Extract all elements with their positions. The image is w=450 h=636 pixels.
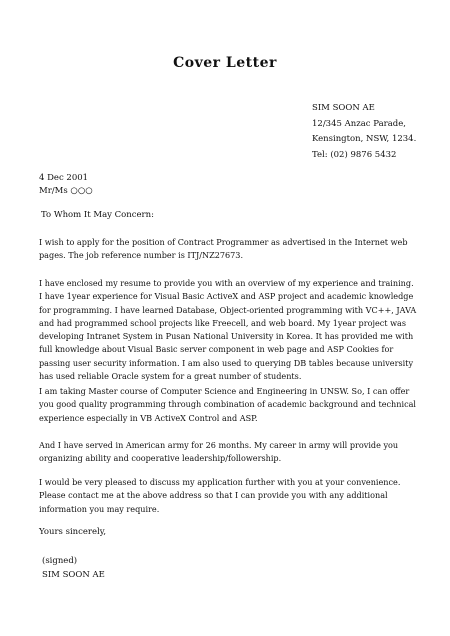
paragraph-line: I have enclosed my resume to provide you with an overview of my experience and training. <box>39 278 414 288</box>
letter-date: 4 Dec 2001 <box>39 173 89 183</box>
paragraph-line: I have 1year experience for Visual Basic ActiveX and ASP project and academic knowledge <box>39 291 414 302</box>
paragraph-line: information you may require. <box>39 503 160 514</box>
page-title: Cover Letter <box>173 55 277 71</box>
paragraph-contact <box>39 476 411 516</box>
sender-address-block <box>312 101 416 163</box>
paragraph-experience <box>39 277 417 383</box>
paragraph-line: passing user security information. I am also used to querying DB tables because university <box>39 357 414 368</box>
sender-street: 12/345 Anzac Parade, <box>312 118 406 129</box>
paragraph-line: for programming. I have learned Database, Object-oriented programming with VC++, JAVA <box>39 304 417 315</box>
paragraph-line: has used reliable Oracle system for a great number of students. <box>39 371 302 382</box>
paragraph-military <box>39 439 411 466</box>
recipient: Mr/Ms ○○○ <box>39 186 93 196</box>
paragraph-line: pages. The job reference number is ITJ/NZ27673. <box>39 250 244 261</box>
paragraph-line: Please contact me at the above address so that I can provide you with any additional <box>39 490 388 501</box>
paragraph-line: you good quality programming through combination of academic background and technical <box>39 399 417 410</box>
date-recipient-block <box>39 172 93 198</box>
salutation: To Whom It May Concern: <box>41 210 154 220</box>
signature-block <box>42 554 105 582</box>
paragraph-line: And I have served in American army for 26 months. My career in army will provide you <box>39 440 399 450</box>
paragraph-intro <box>39 236 411 263</box>
paragraph-line: I wish to apply for the position of Contract Programmer as advertised in the Internet web <box>39 237 408 247</box>
paragraph-line: and had programmed school projects like Freecell, and web board. My 1year project was <box>39 317 407 328</box>
paragraph-line: I would be very pleased to discuss my application further with you at your convenience. <box>39 477 401 487</box>
sender-city: Kensington, NSW, 1234. <box>312 134 417 144</box>
paragraph-line: developing Intranet System in Pusan National University in Korea. It has provided me with <box>39 331 414 342</box>
paragraph-line: organizing ability and cooperative leadership/followership. <box>39 453 282 464</box>
signed-note: (signed) <box>42 556 78 566</box>
paragraph-line: experience especially in VB ActiveX Control and ASP. <box>39 412 258 423</box>
signature-name: SIM SOON AE <box>42 570 105 580</box>
closing: Yours sincerely, <box>39 527 107 537</box>
sender-name: SIM SOON AE <box>312 103 375 113</box>
paragraph-line: full knowledge about Visual Basic server component in web page and ASP Cookies for <box>39 344 394 355</box>
paragraph-education <box>39 385 417 425</box>
sender-telephone: Tel: (02) 9876 5432 <box>312 149 397 160</box>
paragraph-line: I am taking Master course of Computer Science and Engineering in UNSW. So, I can offer <box>39 386 410 396</box>
